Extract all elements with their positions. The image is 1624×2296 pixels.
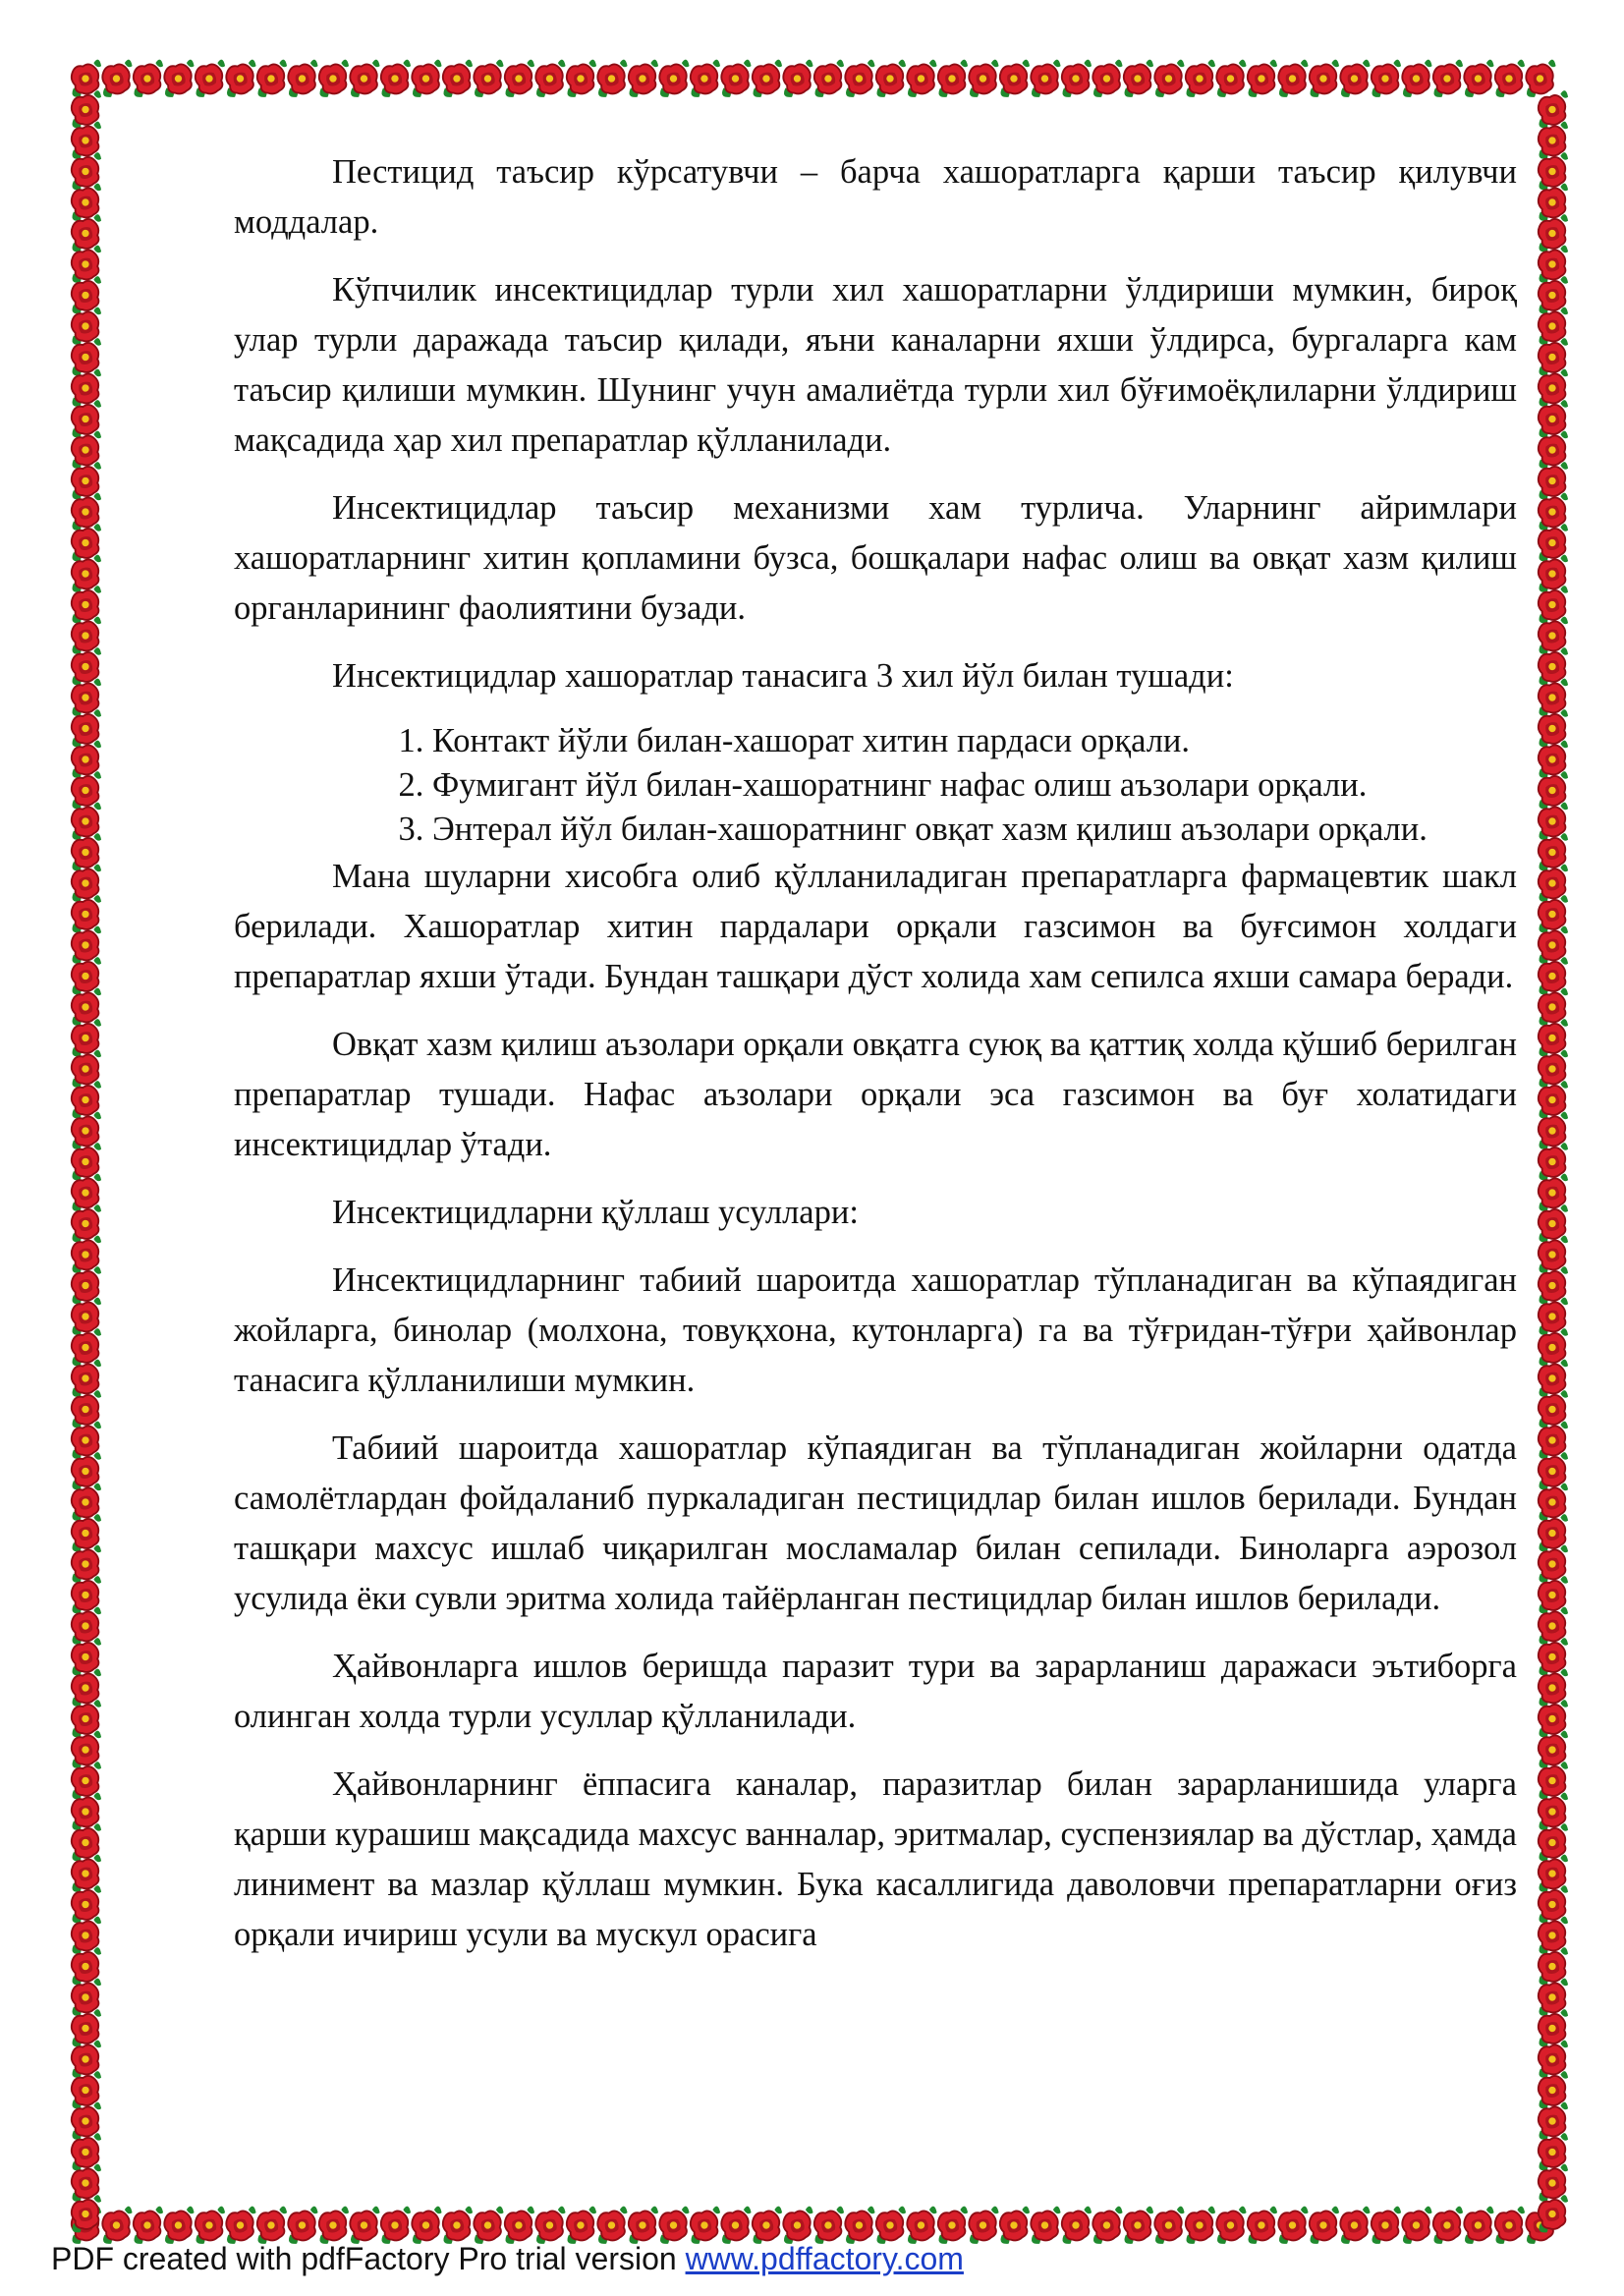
red-flower-icon	[191, 59, 231, 98]
red-flower-icon	[624, 59, 664, 98]
paragraph-6: Овқат хазм қилиш аъзолари орқали овқатга суюқ ва қаттиқ холда қўшиб берилган препаратлар тушади. Нафас аъзолари орқали эса газсимон ва буғ холатидаги инсектицидлар ўтади.	[234, 1026, 1517, 1163]
red-flower-icon	[67, 1730, 107, 1769]
red-flower-icon	[1534, 987, 1574, 1027]
red-flower-icon	[1335, 2206, 1375, 2245]
list-item: 2. Фумигант йўл билан-хашоратнинг нафас олиш аъзолари орқали.	[432, 763, 1517, 808]
red-flower-icon	[67, 1668, 107, 1708]
paragraph-10: Ҳайвонларга ишлов беришда паразит тури ва зарарланиш даражаси эътиборга олинган холда турли усуллар қўлланилади.	[234, 1648, 1517, 1735]
red-flower-icon	[67, 1266, 107, 1306]
red-flower-icon	[345, 2206, 385, 2245]
red-flower-icon	[67, 492, 107, 532]
red-flower-icon	[67, 2071, 107, 2110]
red-flower-icon	[1534, 647, 1574, 687]
red-flower-icon	[67, 554, 107, 593]
red-flower-icon	[438, 59, 478, 98]
red-flower-icon	[902, 59, 942, 98]
red-flower-icon	[67, 1978, 107, 2017]
red-flower-icon	[1273, 59, 1314, 98]
red-flower-icon	[67, 183, 107, 222]
red-flower-icon	[67, 1081, 107, 1120]
red-flower-icon	[67, 1792, 107, 1831]
red-flower-icon	[67, 709, 107, 749]
red-flower-icon	[1534, 586, 1574, 625]
red-flower-icon	[1534, 1483, 1574, 1522]
red-flower-icon	[67, 59, 107, 98]
red-flower-icon	[67, 2101, 107, 2141]
red-flower-icon	[654, 2206, 695, 2245]
red-flower-icon	[1119, 59, 1159, 98]
red-flower-icon	[1534, 709, 1574, 749]
red-flower-icon	[67, 678, 107, 717]
red-flower-icon	[67, 152, 107, 192]
red-flower-icon	[716, 2206, 756, 2245]
red-flower-icon	[1534, 400, 1574, 439]
paragraph-1: Пестицид таъсир кўрсатувчи – барча хашоратларга қарши таъсир қилувчи моддалар.	[234, 153, 1517, 241]
red-flower-icon	[438, 2206, 478, 2245]
red-flower-icon	[1534, 2133, 1574, 2172]
red-flower-icon	[1181, 59, 1221, 98]
red-flower-icon	[67, 1606, 107, 1646]
red-flower-icon	[67, 400, 107, 439]
red-flower-icon	[67, 740, 107, 779]
red-flower-icon	[129, 59, 169, 98]
red-flower-icon	[67, 1049, 107, 1089]
red-flower-icon	[67, 1514, 107, 1553]
red-flower-icon	[67, 307, 107, 346]
red-flower-icon	[1534, 338, 1574, 377]
red-flower-icon	[1534, 1514, 1574, 1553]
red-flower-icon	[1534, 1576, 1574, 1615]
red-flower-icon	[716, 59, 756, 98]
red-flower-icon	[1534, 1823, 1574, 1863]
red-flower-icon	[67, 1297, 107, 1336]
red-flower-icon	[810, 59, 850, 98]
red-flower-icon	[376, 2206, 417, 2245]
red-flower-icon	[686, 2206, 726, 2245]
red-flower-icon	[1534, 1452, 1574, 1491]
red-flower-icon	[1534, 678, 1574, 717]
document-body	[234, 147, 1517, 1960]
red-flower-icon	[995, 59, 1036, 98]
red-flower-icon	[1534, 1947, 1574, 1987]
red-flower-icon	[67, 338, 107, 377]
red-flower-icon	[1211, 2206, 1252, 2245]
red-flower-icon	[1534, 1019, 1574, 1058]
red-flower-icon	[1305, 59, 1345, 98]
red-flower-icon	[1057, 59, 1097, 98]
red-flower-icon	[902, 2206, 942, 2245]
red-flower-icon	[1397, 2206, 1437, 2245]
red-flower-icon	[933, 2206, 974, 2245]
red-flower-icon	[159, 2206, 199, 2245]
red-flower-icon	[191, 2206, 231, 2245]
red-flower-icon	[67, 1359, 107, 1398]
red-flower-icon	[562, 2206, 602, 2245]
red-flower-icon	[407, 59, 447, 98]
paragraph-5: Мана шуларни хисобга олиб қўлланиладиган препаратларга фармацевтик шакл берилади. Хашоратлар хитин пардалари орқали газсимон ва буғсимон холдаги препаратлар яхши ўтади. Бундан ташқари дўст холида хам сепилса яхши самара беради.	[234, 858, 1517, 995]
red-flower-icon	[1534, 2071, 1574, 2110]
red-flower-icon	[1534, 1700, 1574, 1739]
red-flower-icon	[1534, 802, 1574, 841]
red-flower-icon	[778, 2206, 818, 2245]
red-flower-icon	[1534, 1885, 1574, 1925]
red-flower-icon	[1534, 492, 1574, 532]
red-flower-icon	[221, 2206, 261, 2245]
red-flower-icon	[933, 59, 974, 98]
red-flower-icon	[1534, 1421, 1574, 1460]
red-flower-icon	[1534, 771, 1574, 811]
red-flower-icon	[562, 59, 602, 98]
red-flower-icon	[1534, 462, 1574, 501]
red-flower-icon	[1026, 2206, 1066, 2245]
paragraph-8: Инсектицидларнинг табиий шароитда хашоратлар тўпланадиган ва кўпаядиган жойларга, бинолар (молхона, товуқхона, кутонларга) га ва тўғридан-тўғри ҳайвонлар танасига қўлланилиши мумкин.	[234, 1261, 1517, 1399]
red-flower-icon	[1119, 2206, 1159, 2245]
red-flower-icon	[67, 1638, 107, 1677]
red-flower-icon	[1534, 1916, 1574, 1955]
red-flower-icon	[67, 462, 107, 501]
red-flower-icon	[1534, 245, 1574, 284]
red-flower-icon	[67, 1421, 107, 1460]
red-flower-icon	[1534, 554, 1574, 593]
red-flower-icon	[469, 2206, 509, 2245]
red-flower-icon	[67, 987, 107, 1027]
list-item: 1. Контакт йўли билан-хашорат хитин пардаси орқали.	[432, 719, 1517, 763]
red-flower-icon	[1534, 524, 1574, 563]
red-flower-icon	[1367, 2206, 1407, 2245]
red-flower-icon	[1534, 1730, 1574, 1769]
red-flower-icon	[67, 121, 107, 160]
red-flower-icon	[407, 2206, 447, 2245]
red-flower-icon	[592, 2206, 633, 2245]
red-flower-icon	[1088, 59, 1128, 98]
red-flower-icon	[67, 524, 107, 563]
red-flower-icon	[97, 59, 138, 98]
paragraph-2: Кўпчилик инсектицидлар турли хил хашоратларни ўлдириши мумкин, бироқ улар турли даражада таъсир қилади, яъни каналарни яхши ўлдирса, бургаларга кам таъсир қилиши мумкин. Шунинг учун амалиётда турли хил бўғимоёқлиларни ўлдириш мақсадида ҳар хил препаратлар қўлланилади.	[234, 271, 1517, 459]
red-flower-icon	[67, 1452, 107, 1491]
red-flower-icon	[1534, 183, 1574, 222]
red-flower-icon	[778, 59, 818, 98]
red-flower-icon	[592, 59, 633, 98]
red-flower-icon	[964, 59, 1004, 98]
red-flower-icon	[67, 90, 107, 130]
paragraph-4: Инсектицидлар хашоратлар танасига 3 хил йўл билан тушади:	[332, 657, 1234, 695]
red-flower-icon	[1534, 1266, 1574, 1306]
red-flower-icon	[67, 214, 107, 253]
red-flower-icon	[67, 1854, 107, 1893]
red-flower-icon	[840, 59, 880, 98]
red-flower-icon	[1534, 1390, 1574, 1429]
red-flower-icon	[1273, 2206, 1314, 2245]
red-flower-icon	[1367, 59, 1407, 98]
pdffactory-link[interactable]: www.pdffactory.com	[685, 2241, 964, 2276]
red-flower-icon	[624, 2206, 664, 2245]
red-flower-icon	[345, 59, 385, 98]
red-flower-icon	[500, 2206, 540, 2245]
red-flower-icon	[1534, 121, 1574, 160]
red-flower-icon	[1534, 1111, 1574, 1150]
red-flower-icon	[871, 59, 912, 98]
red-flower-icon	[1335, 59, 1375, 98]
red-flower-icon	[283, 59, 323, 98]
red-flower-icon	[1459, 2206, 1499, 2245]
red-flower-icon	[67, 1885, 107, 1925]
footer-text: PDF created with pdfFactory Pro trial version	[51, 2241, 686, 2276]
red-flower-icon	[159, 59, 199, 98]
red-flower-icon	[1534, 1359, 1574, 1398]
red-flower-icon	[1534, 1049, 1574, 1089]
red-flower-icon	[654, 59, 695, 98]
red-flower-icon	[1534, 1297, 1574, 1336]
red-flower-icon	[531, 59, 571, 98]
red-flower-icon	[67, 864, 107, 903]
red-flower-icon	[67, 2009, 107, 2048]
red-flower-icon	[1534, 1204, 1574, 1244]
red-flower-icon	[67, 1111, 107, 1150]
red-flower-icon	[67, 2195, 107, 2234]
red-flower-icon	[748, 2206, 788, 2245]
red-flower-icon	[1490, 59, 1531, 98]
red-flower-icon	[1534, 90, 1574, 130]
red-flower-icon	[67, 1328, 107, 1368]
red-flower-icon	[67, 245, 107, 284]
red-flower-icon	[1534, 833, 1574, 872]
red-flower-icon	[1211, 59, 1252, 98]
red-flower-icon	[1534, 2040, 1574, 2079]
red-flower-icon	[1534, 1235, 1574, 1274]
red-flower-icon	[840, 2206, 880, 2245]
red-flower-icon	[1243, 59, 1283, 98]
red-flower-icon	[1534, 368, 1574, 408]
red-flower-icon	[67, 276, 107, 315]
red-flower-icon	[252, 2206, 293, 2245]
red-flower-icon	[67, 771, 107, 811]
red-flower-icon	[1534, 1668, 1574, 1708]
red-flower-icon	[1534, 152, 1574, 192]
red-flower-icon	[67, 430, 107, 470]
red-flower-icon	[67, 1700, 107, 1739]
red-flower-icon	[67, 2040, 107, 2079]
red-flower-icon	[1428, 2206, 1469, 2245]
paragraph-9: Табиий шароитда хашоратлар кўпаядиган ва тўпланадиган жойларни одатда самолётлардан фойдаланиб пуркаладиган пестицидлар билан ишлов берилади. Бундан ташқари махсус ишлаб чиқарилган мосламалар билан сепилади. Биноларга аэрозол усулида ёки сувли эритма холида тайёрланган пестицидлар билан ишлов берилади.	[234, 1429, 1517, 1617]
red-flower-icon	[1088, 2206, 1128, 2245]
red-flower-icon	[1534, 925, 1574, 965]
paragraph-3: Инсектицидлар таъсир механизми хам турлича. Уларнинг айримлари хашоратларнинг хитин қопламини бузса, бошқалари нафас олиш ва овқат хазм қилиш органларининг фаолиятини бузади.	[234, 489, 1517, 627]
red-flower-icon	[995, 2206, 1036, 2245]
pdf-watermark-footer	[51, 2241, 964, 2277]
red-flower-icon	[67, 1235, 107, 1274]
red-flower-icon	[67, 895, 107, 934]
red-flower-icon	[1534, 1544, 1574, 1584]
red-flower-icon	[1534, 214, 1574, 253]
entry-routes-list	[234, 719, 1517, 852]
red-flower-icon	[1534, 740, 1574, 779]
red-flower-icon	[67, 368, 107, 408]
red-flower-icon	[129, 2206, 169, 2245]
red-flower-icon	[1534, 1762, 1574, 1801]
red-flower-icon	[1149, 59, 1190, 98]
red-flower-icon	[376, 59, 417, 98]
red-flower-icon	[810, 2206, 850, 2245]
red-flower-icon	[871, 2206, 912, 2245]
red-flower-icon	[1026, 59, 1066, 98]
red-flower-icon	[67, 2163, 107, 2203]
red-flower-icon	[67, 1576, 107, 1615]
red-flower-icon	[1521, 59, 1561, 98]
red-flower-icon	[67, 1143, 107, 1182]
red-flower-icon	[67, 957, 107, 996]
red-flower-icon	[67, 833, 107, 872]
red-flower-icon	[314, 2206, 355, 2245]
red-flower-icon	[67, 1762, 107, 1801]
red-flower-icon	[67, 586, 107, 625]
red-flower-icon	[1459, 59, 1499, 98]
red-flower-icon	[469, 59, 509, 98]
red-flower-icon	[1534, 1854, 1574, 1893]
red-flower-icon	[67, 616, 107, 655]
red-flower-icon	[1534, 1143, 1574, 1182]
list-item: 3. Энтерал йўл билан-хашоратнинг овқат хазм қилиш аъзолари орқали.	[432, 808, 1517, 852]
red-flower-icon	[67, 1204, 107, 1244]
red-flower-icon	[748, 59, 788, 98]
paragraph-7: Инсектицидларни қўллаш усуллари:	[332, 1194, 859, 1231]
red-flower-icon	[1305, 2206, 1345, 2245]
red-flower-icon	[67, 1916, 107, 1955]
red-flower-icon	[67, 802, 107, 841]
red-flower-icon	[67, 1173, 107, 1212]
red-flower-icon	[686, 59, 726, 98]
red-flower-icon	[1534, 616, 1574, 655]
red-flower-icon	[1534, 430, 1574, 470]
red-flower-icon	[1534, 2195, 1574, 2234]
red-flower-icon	[964, 2206, 1004, 2245]
red-flower-icon	[1534, 1173, 1574, 1212]
red-flower-icon	[1397, 59, 1437, 98]
red-flower-icon	[1534, 2163, 1574, 2203]
red-flower-icon	[1490, 2206, 1531, 2245]
red-flower-icon	[67, 1019, 107, 1058]
red-flower-icon	[1534, 2009, 1574, 2048]
red-flower-icon	[67, 1947, 107, 1987]
red-flower-icon	[221, 59, 261, 98]
red-flower-icon	[252, 59, 293, 98]
red-flower-icon	[67, 1823, 107, 1863]
red-flower-icon	[314, 59, 355, 98]
red-flower-icon	[1534, 1792, 1574, 1831]
red-flower-icon	[67, 647, 107, 687]
red-flower-icon	[1149, 2206, 1190, 2245]
red-flower-icon	[1534, 2101, 1574, 2141]
red-flower-icon	[1534, 307, 1574, 346]
red-flower-icon	[67, 2133, 107, 2172]
red-flower-icon	[1534, 895, 1574, 934]
red-flower-icon	[1243, 2206, 1283, 2245]
red-flower-icon	[531, 2206, 571, 2245]
red-flower-icon	[1534, 1328, 1574, 1368]
red-flower-icon	[1534, 1638, 1574, 1677]
red-flower-icon	[1534, 957, 1574, 996]
red-flower-icon	[1534, 1081, 1574, 1120]
red-flower-icon	[67, 1390, 107, 1429]
paragraph-11: Ҳайвонларнинг ёппасига каналар, паразитлар билан зарарланишида уларга қарши курашиш мақсадида махсус ванналар, эритмалар, суспензиялар ва дўстлар, ҳамда линимент ва мазлар қўллаш мумкин. Бука касаллигида даволовчи препаратларни оғиз орқали ичириш усули ва мускул орасига	[234, 1765, 1517, 1953]
red-flower-icon	[1534, 1978, 1574, 2017]
red-flower-icon	[97, 2206, 138, 2245]
red-flower-icon	[1057, 2206, 1097, 2245]
red-flower-icon	[67, 925, 107, 965]
red-flower-icon	[1534, 276, 1574, 315]
red-flower-icon	[1534, 864, 1574, 903]
red-flower-icon	[67, 1544, 107, 1584]
red-flower-icon	[283, 2206, 323, 2245]
red-flower-icon	[1534, 1606, 1574, 1646]
red-flower-icon	[1181, 2206, 1221, 2245]
red-flower-icon	[67, 1483, 107, 1522]
red-flower-icon	[500, 59, 540, 98]
red-flower-icon	[1428, 59, 1469, 98]
